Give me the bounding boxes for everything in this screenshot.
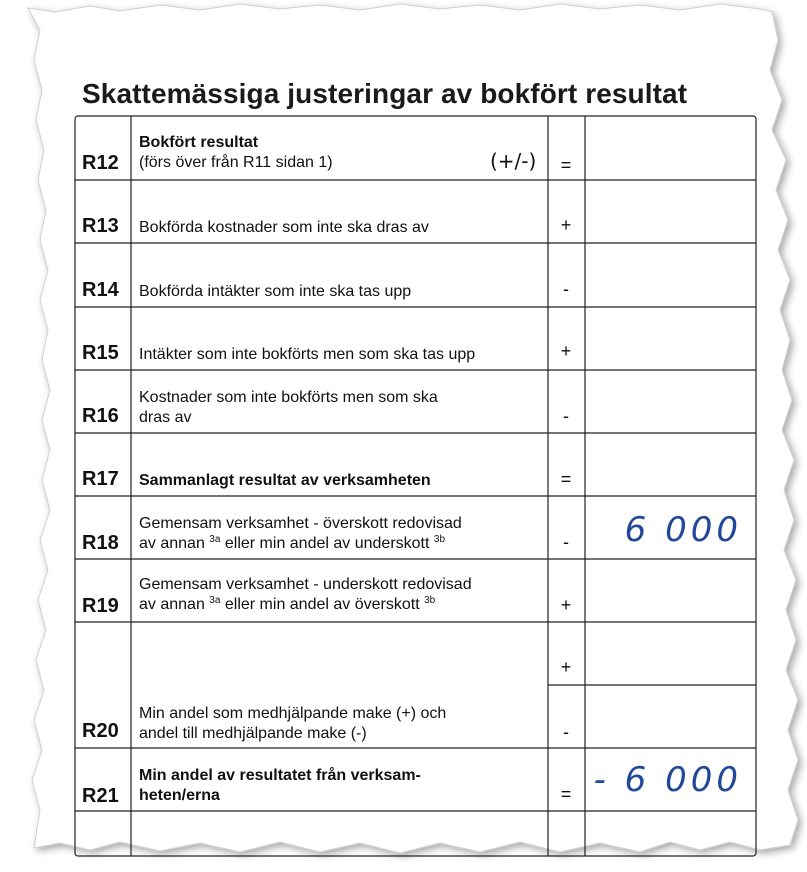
row-sign: - bbox=[563, 532, 569, 552]
row-r21 bbox=[75, 748, 756, 811]
row-sign: + bbox=[560, 341, 572, 361]
row-description-line-1: Gemensam verksamhet - underskott redovisad bbox=[139, 576, 472, 593]
footnote-ref: 3a bbox=[209, 534, 221, 545]
row-sign: - bbox=[563, 406, 569, 426]
sign-hint: (+/-) bbox=[490, 149, 537, 173]
row-r13 bbox=[75, 180, 756, 243]
row-sign: = bbox=[560, 784, 572, 804]
row-sign-minus: - bbox=[563, 722, 569, 742]
row-code: R20 bbox=[82, 720, 119, 742]
row-r19 bbox=[75, 559, 756, 622]
row-r17 bbox=[75, 433, 756, 496]
row-description: Bokförda kostnader som inte ska dras av bbox=[139, 219, 429, 236]
row-sign: - bbox=[563, 279, 569, 299]
row-sign: + bbox=[560, 595, 572, 615]
row-r20 bbox=[75, 622, 756, 748]
row-description-line-1: Gemensam verksamhet - överskott redovisad bbox=[139, 515, 462, 532]
row-note: (förs över från R11 sidan 1) bbox=[139, 154, 333, 171]
form-title: Skattemässiga justeringar av bokfört resultat bbox=[82, 78, 688, 109]
row-code: R13 bbox=[82, 215, 119, 237]
row-description-line-2: andel till medhjälpande make (-) bbox=[139, 725, 367, 742]
footnote-ref: 3b bbox=[433, 534, 446, 545]
footnote-ref: 3a bbox=[209, 595, 221, 606]
row-r16 bbox=[75, 370, 756, 433]
row-description-line-1: Min andel som medhjälpande make (+) och bbox=[139, 705, 447, 722]
row-description: Sammanlagt resultat av verksamheten bbox=[139, 472, 431, 489]
row-description-line-2: av annan $^{3a}$ eller min andel av överskott $^{3b}$ bbox=[139, 595, 436, 613]
row-title: Bokfört resultat bbox=[139, 134, 259, 151]
row-r14 bbox=[75, 243, 756, 307]
footnote-ref: 3b bbox=[424, 595, 436, 606]
row-code: R14 bbox=[82, 279, 119, 301]
row-sign-plus: + bbox=[560, 657, 572, 677]
row-description-line-2: heten/erna bbox=[139, 787, 220, 804]
row-code: R19 bbox=[82, 595, 119, 617]
row-code: R18 bbox=[82, 532, 119, 554]
row-r15 bbox=[75, 307, 756, 370]
amount-field[interactable]: 6 000 bbox=[624, 510, 742, 550]
row-code: R21 bbox=[82, 785, 119, 807]
row-sign: + bbox=[560, 215, 572, 235]
row-description: Intäkter som inte bokförts men som ska tas upp bbox=[139, 346, 476, 363]
row-r18 bbox=[75, 496, 756, 559]
row-description-line-2: av annan $^{3a}$ eller min andel av underskott $^{3b}$ bbox=[139, 534, 446, 552]
amount-field[interactable]: - 6 000 bbox=[593, 760, 742, 800]
row-code: R15 bbox=[82, 342, 119, 364]
row-code: R12 bbox=[82, 152, 119, 174]
row-sign: = bbox=[560, 469, 572, 489]
row-description-line-1: Kostnader som inte bokförts men som ska bbox=[139, 389, 438, 406]
row-description: Bokförda intäkter som inte ska tas upp bbox=[139, 283, 412, 300]
row-code: R17 bbox=[82, 468, 119, 490]
row-sign: = bbox=[560, 155, 572, 175]
row-description-line-1: Min andel av resultatet från verksam- bbox=[139, 767, 421, 784]
row-r12 bbox=[75, 116, 756, 180]
row-description-line-2: dras av bbox=[139, 409, 192, 426]
row-code: R16 bbox=[82, 405, 119, 427]
